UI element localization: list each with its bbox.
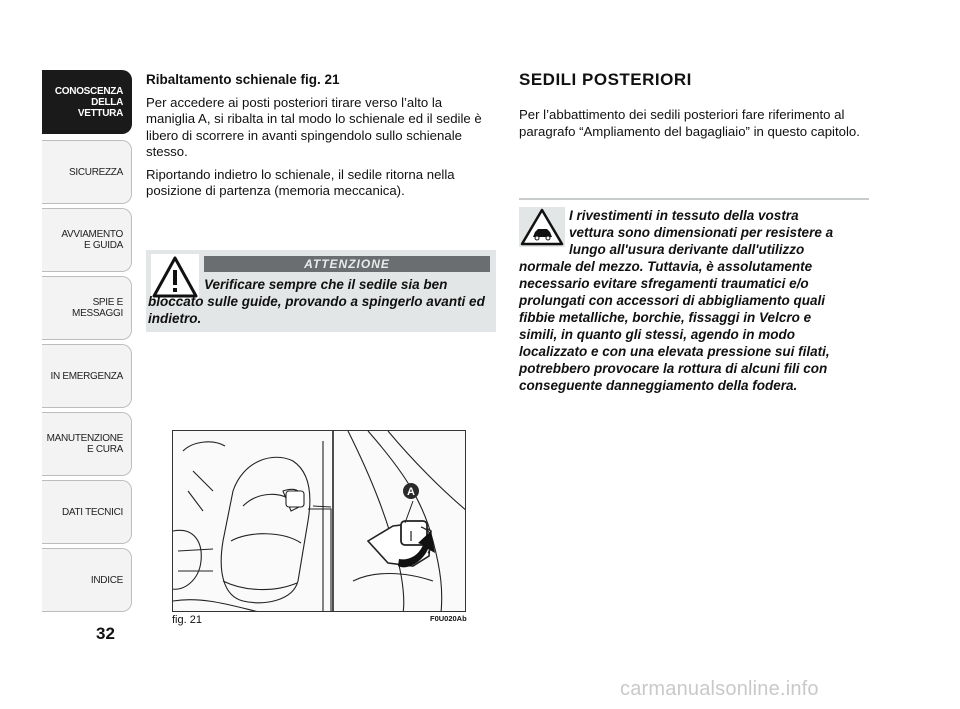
warning-title: ATTENZIONE	[204, 256, 490, 272]
note-line: fibbie metalliche, borchie, fissaggi in Velcro e	[519, 310, 812, 325]
watermark: carmanualsonline.info	[620, 678, 819, 700]
page-number: 32	[96, 624, 115, 643]
tab-avviamento-e-guida[interactable]: AVVIAMENTO E GUIDA	[42, 208, 132, 272]
paragraph-1: Per accedere ai posti posteriori tirare verso l’alto la maniglia A, si ribalta in tal modo lo schienale ed il sedile è libero di scorrere in avanti spingendolo sullo schienale stesso.	[146, 94, 482, 159]
section-heading: Ribaltamento schienale fig. 21	[146, 72, 340, 87]
tab-dati-tecnici[interactable]: DATI TECNICI	[42, 480, 132, 544]
note-line: necessario evitare sfregamenti traumatici e/o	[519, 276, 809, 291]
tab-in-emergenza[interactable]: IN EMERGENZA	[42, 344, 132, 408]
seat-drawing	[173, 431, 466, 612]
note-line: potrebbero provocare la rottura di alcuni fili con	[519, 361, 828, 376]
note-line: prolungati con accessori di abbigliamento quali	[519, 293, 826, 308]
note-line: localizzato e con una elevata pressione sui filati,	[519, 344, 830, 359]
marker-a-label: A	[407, 486, 415, 498]
figure-caption: fig. 21	[172, 614, 202, 626]
rear-seats-paragraph: Per l’abbattimento dei sedili posteriori fare riferimento al paragrafo “Ampliamento del bagagliaio” in questo capitolo.	[519, 107, 860, 139]
tab-spie-e-messaggi[interactable]: SPIE E MESSAGGI	[42, 276, 132, 340]
seat-illustration	[172, 430, 466, 612]
upholstery-note	[519, 207, 869, 394]
page-title: SEDILI POSTERIORI	[519, 70, 692, 89]
figure-code: F0U020Ab	[430, 614, 467, 623]
tab-conoscenza-della-vettura[interactable]: CONOSCENZA DELLA VETTURA	[42, 70, 132, 134]
note-line: I rivestimenti in tessuto della vostra	[569, 208, 799, 223]
note-line: lungo all'usura derivante dall'utilizzo	[569, 242, 805, 257]
note-line: simili, in quanto gli stessi, agendo in modo	[519, 327, 796, 342]
note-line: normale del mezzo. Tuttavia, è assolutamente	[519, 259, 813, 274]
note-line: conseguente danneggiamento della fodera.	[519, 378, 798, 393]
left-column	[146, 72, 491, 206]
divider	[519, 198, 869, 200]
tab-indice[interactable]: INDICE	[42, 548, 132, 612]
tab-sicurezza[interactable]: SICUREZZA	[42, 140, 132, 204]
warning-text: Verificare sempre che il sedile sia ben bloccato sulle guide, provando a spingerlo avanti ed indietro.	[148, 277, 485, 326]
paragraph-2: Riportando indietro lo schienale, il sedile ritorna nella posizione di partenza (memoria meccanica).	[146, 166, 455, 198]
tab-manutenzione-e-cura[interactable]: MANUTENZIONE E CURA	[42, 412, 132, 476]
note-line: vettura sono dimensionati per resistere a	[569, 225, 834, 240]
